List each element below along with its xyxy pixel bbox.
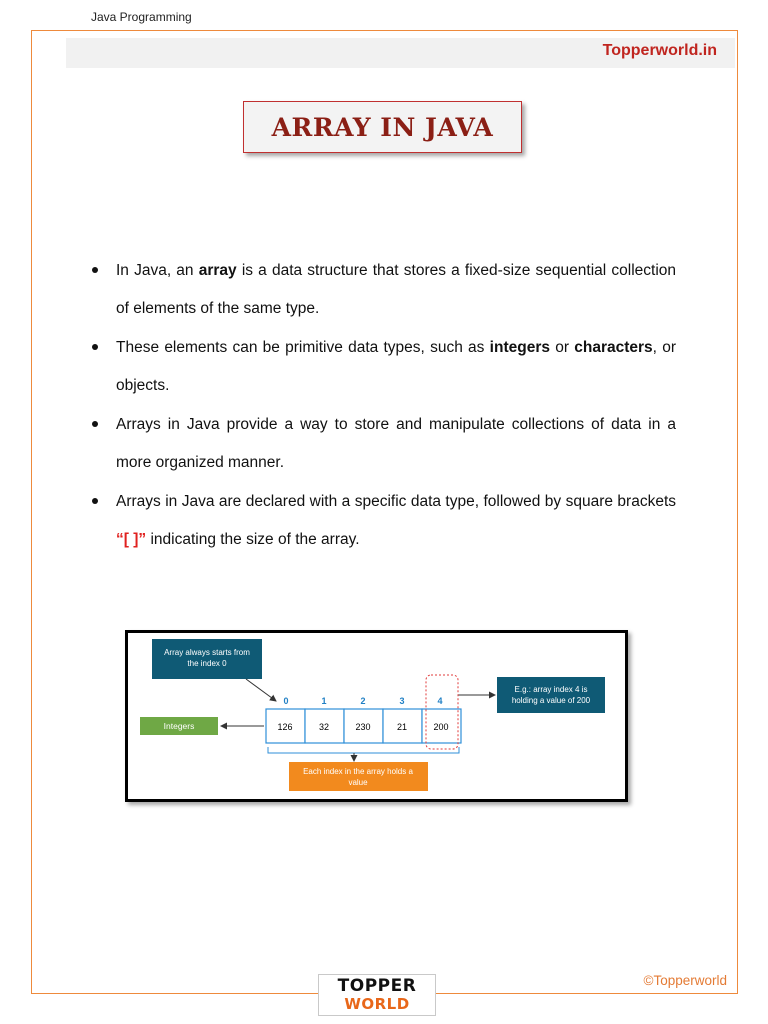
array-value: 32 xyxy=(318,722,330,732)
callout-index4-box xyxy=(497,677,605,713)
bullet-text: Arrays in Java provide a way to store and manipulate collections of data in a more organized manner. xyxy=(116,416,676,471)
logo-text-top: TOPPER xyxy=(337,976,417,996)
array-value: 200 xyxy=(433,722,449,732)
index-label: 2 xyxy=(360,696,366,706)
bullet-item xyxy=(88,252,676,328)
callout-index4-line2: holding a value of 200 xyxy=(511,696,591,705)
callout-index4-line1: E.g.: array index 4 is xyxy=(514,685,588,694)
brand-name: Topperworld.in xyxy=(602,42,717,59)
document-header-label: Java Programming xyxy=(91,10,192,24)
bullet-dot-icon xyxy=(92,498,98,504)
bullet-text: , or objects. xyxy=(116,339,676,394)
bullet-text: is a data structure that stores a fixed-size sequential collection of elements of the same type. xyxy=(116,262,677,317)
bold-term: characters xyxy=(574,339,653,356)
logo-text-bottom: WORLD xyxy=(344,995,410,1013)
bullet-text: Arrays in Java are declared with a specific data type, followed by square brackets xyxy=(116,493,676,510)
footer-copyright: ©Topperworld xyxy=(643,973,727,988)
page-title: ARRAY IN JAVA xyxy=(271,113,494,142)
bold-term: array xyxy=(198,262,237,279)
bullet-text: In Java, an xyxy=(116,262,199,279)
callout-start-arrow xyxy=(246,679,276,701)
bullet-item xyxy=(88,483,676,559)
callout-each-line1: Each index in the array holds a xyxy=(303,767,413,776)
index-label: 1 xyxy=(321,696,327,706)
bullet-text: These elements can be primitive data types, such as xyxy=(116,339,490,356)
array-value: 126 xyxy=(277,722,293,732)
bullet-list xyxy=(88,252,676,560)
bullet-dot-icon xyxy=(92,344,98,350)
bullet-text: or xyxy=(549,339,575,356)
index-label: 3 xyxy=(399,696,405,706)
cells-bracket xyxy=(268,747,459,753)
topperworld-logo xyxy=(318,974,436,1016)
bold-term: integers xyxy=(489,339,550,356)
bullet-item xyxy=(88,406,676,482)
bullet-dot-icon xyxy=(92,421,98,427)
type-label: Integers xyxy=(163,721,195,731)
array-diagram-svg xyxy=(128,633,625,799)
bullet-dot-icon xyxy=(92,267,98,273)
array-value: 230 xyxy=(355,722,371,732)
bullet-text: indicating the size of the array. xyxy=(146,531,360,548)
callout-start-line2: the index 0 xyxy=(187,659,227,668)
callout-start-line1: Array always starts from xyxy=(164,648,250,657)
index-label: 4 xyxy=(437,696,443,706)
array-value: 21 xyxy=(396,722,408,732)
brackets-text: “[ ]” xyxy=(116,531,147,548)
array-diagram xyxy=(125,630,628,802)
title-box xyxy=(243,101,522,153)
brand-bar xyxy=(66,38,735,68)
bullet-item xyxy=(88,329,676,405)
callout-each-line2: value xyxy=(348,778,368,787)
index-label: 0 xyxy=(283,696,289,706)
